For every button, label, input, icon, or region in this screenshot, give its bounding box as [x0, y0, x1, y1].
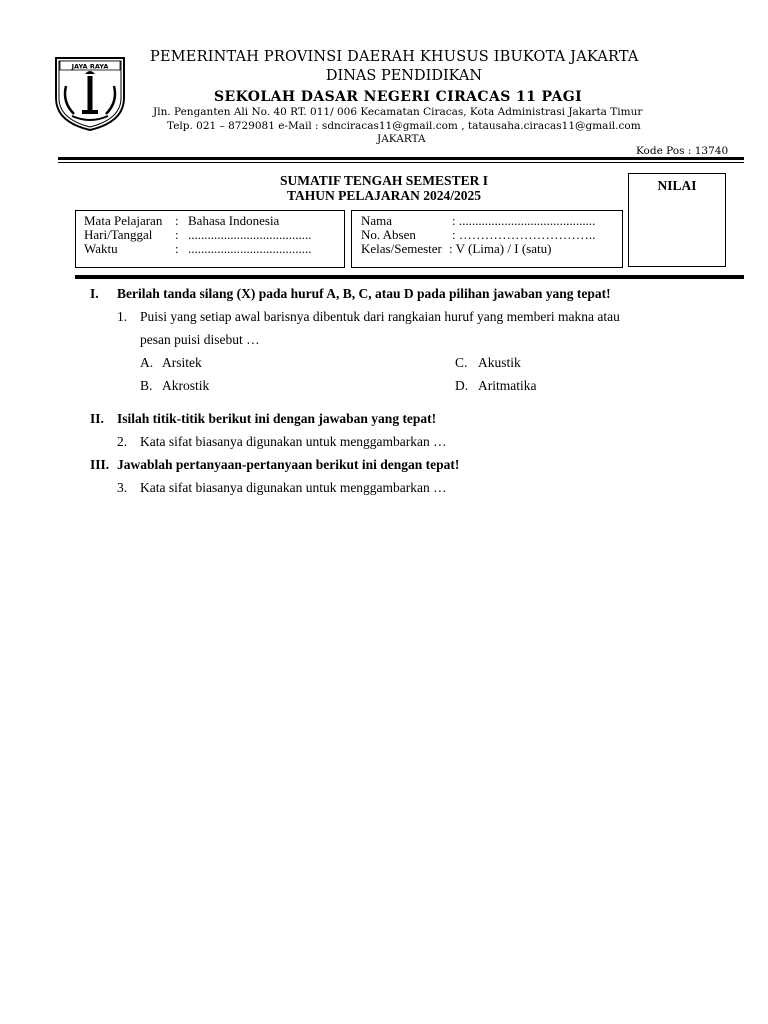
option-b-letter[interactable]: B. [140, 378, 153, 393]
date-field[interactable]: ...................................... [188, 227, 312, 242]
class-value: : V (Lima) / I (satu) [449, 241, 552, 256]
section3-numeral: III. [90, 457, 110, 472]
exam-title: SUMATIF TENGAH SEMESTER I [280, 173, 488, 188]
section1-instruction: Berilah tanda silang (X) pada huruf A, B, C, atau D pada pilihan jawaban yang tepat! [117, 286, 611, 301]
question3-number: 3. [117, 480, 128, 495]
name-field[interactable]: : .......................................... [452, 213, 596, 228]
subject-value: Bahasa Indonesia [188, 213, 280, 228]
option-a-letter[interactable]: A. [140, 355, 154, 370]
section-divider [75, 275, 744, 279]
subject-label: Mata Pelajaran [84, 213, 163, 228]
postal-code: Kode Pos : 13740 [636, 145, 729, 157]
question1-text-line2: pesan puisi disebut … [140, 332, 260, 347]
score-box [628, 173, 726, 267]
name-label: Nama [361, 213, 393, 228]
class-label: Kelas/Semester [361, 241, 442, 256]
school-city: JAKARTA [377, 133, 426, 145]
section3-instruction: Jawablah pertanyaan-pertanyaan berikut ini dengan tepat! [117, 457, 460, 472]
question1-text-line1: Puisi yang setiap awal barisnya dibentuk dari rangkaian huruf yang memberi makna atau [140, 309, 620, 324]
time-separator: : [175, 241, 179, 256]
letterhead-divider-thin [58, 162, 744, 163]
section2-numeral: II. [90, 411, 104, 426]
option-d-letter[interactable]: D. [455, 378, 469, 393]
govt-name: PEMERINTAH PROVINSI DAERAH KHUSUS IBUKOTA JAKARTA [150, 49, 639, 65]
school-contact: Telp. 021 – 8729081 e-Mail : sdnciracas11@gmail.com , tatausaha.ciracas11@gmail.com [167, 120, 641, 132]
letterhead-divider-thick [58, 157, 744, 160]
jakarta-seal-logo [52, 52, 128, 132]
time-field[interactable]: ...................................... [188, 241, 312, 256]
date-label: Hari/Tanggal [84, 227, 153, 242]
date-separator: : [175, 227, 179, 242]
option-c-text: Akustik [478, 355, 521, 370]
question1-number: 1. [117, 309, 128, 324]
exam-year: TAHUN PELAJARAN 2024/2025 [286, 188, 481, 203]
option-b-text: Akrostik [162, 378, 210, 393]
svg-text:JAYA RAYA: JAYA RAYA [71, 62, 109, 71]
department-name: DINAS PENDIDIKAN [325, 68, 483, 84]
option-d-text: Aritmatika [478, 378, 537, 393]
question2-number: 2. [117, 434, 128, 449]
school-address: Jln. Penganten Ali No. 40 RT. 011/ 006 Kecamatan Ciracas, Kota Administrasi Jakarta Timur [153, 106, 643, 118]
section2-instruction: Isilah titik-titik berikut ini dengan jawaban yang tepat! [117, 411, 437, 426]
option-c-letter[interactable]: C. [455, 355, 468, 370]
question3-text: Kata sifat biasanya digunakan untuk menggambarkan … [140, 480, 447, 495]
absen-label: No. Absen [361, 227, 416, 242]
school-name: SEKOLAH DASAR NEGERI CIRACAS 11 PAGI [214, 89, 583, 105]
absen-field[interactable]: : ………………………….. [452, 227, 596, 242]
time-label: Waktu [84, 241, 118, 256]
section1-numeral: I. [90, 286, 99, 301]
subject-separator: : [175, 213, 179, 228]
question2-text: Kata sifat biasanya digunakan untuk menggambarkan … [140, 434, 447, 449]
score-label: NILAI [657, 178, 697, 193]
option-a-text: Arsitek [162, 355, 202, 370]
